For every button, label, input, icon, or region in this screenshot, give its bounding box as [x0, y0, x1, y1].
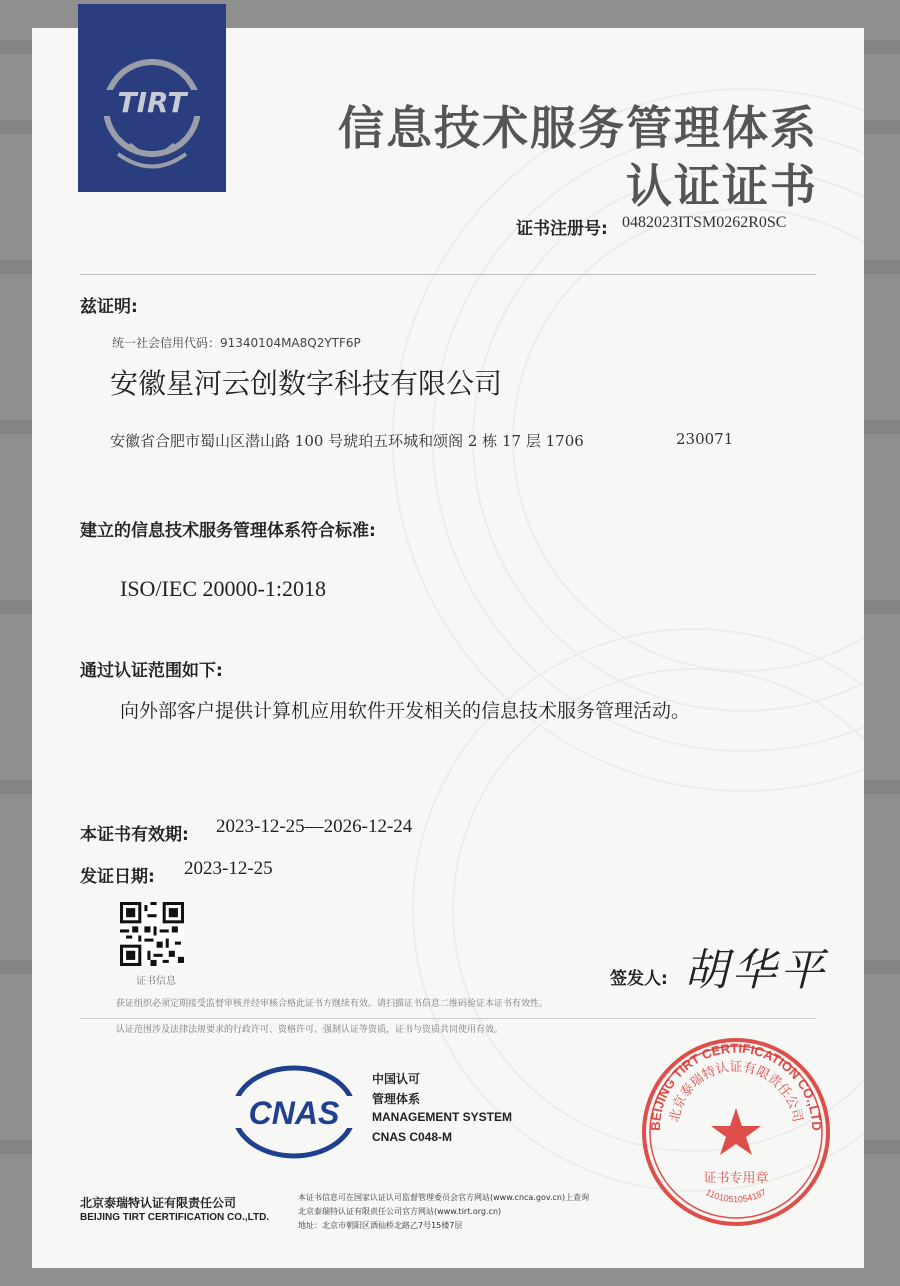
- qr-code[interactable]: [120, 902, 184, 966]
- svg-text:证书专用章: 证书专用章: [703, 1171, 769, 1186]
- footer-company-cn: 北京泰瑞特认证有限责任公司: [80, 1196, 237, 1210]
- svg-text:CNAS: CNAS: [248, 1095, 340, 1131]
- credit-code: 统一社会信用代码：91340104MA8Q2YTF6P: [112, 336, 361, 350]
- certify-label: 兹证明:: [80, 297, 138, 317]
- postcode: 230071: [676, 430, 734, 448]
- cnas-line1: 中国认可: [372, 1072, 421, 1086]
- footer-info-1: 本证书信息可在国家认证认可监督管理委员会官方网站(www.cnca.gov.cn)上查询: [298, 1193, 590, 1202]
- divider: [80, 1018, 816, 1019]
- certificate-subtitle: 认证证书: [626, 159, 818, 213]
- footer-info-3: 地址：北京市朝阳区酒仙桥北路乙7号15楼7层: [298, 1221, 463, 1230]
- svg-text:BEIJING TIRT CERTIFICATION CO.: BEIJING TIRT CERTIFICATION CO.,LTD: [647, 1040, 825, 1131]
- cnas-logo: [230, 1064, 358, 1160]
- signer-label: 签发人:: [610, 969, 668, 989]
- signature: 胡华平: [684, 945, 828, 996]
- cnas-line2: 管理体系: [372, 1092, 421, 1106]
- scope-label: 通过认证范围如下:: [80, 661, 223, 681]
- svg-text:TIRT: TIRT: [117, 86, 187, 119]
- cnas-line3: MANAGEMENT SYSTEM: [372, 1110, 513, 1124]
- divider: [80, 274, 816, 275]
- svg-text:北京泰瑞特认证有限责任公司: 北京泰瑞特认证有限责任公司: [667, 1059, 805, 1124]
- tirt-emblem-icon: [78, 4, 226, 192]
- company-name: 安徽星河云创数字科技有限公司: [110, 367, 503, 400]
- official-seal: [640, 1036, 832, 1228]
- validity-label: 本证书有效期:: [80, 825, 189, 845]
- tirt-logo: [78, 4, 226, 192]
- company-address: 安徽省合肥市蜀山区潜山路 100 号琥珀五环城和颂阁 2 栋 17 层 1706: [110, 432, 584, 450]
- footer-company-en: BEIJING TIRT CERTIFICATION CO.,LTD.: [80, 1212, 270, 1223]
- scope-value: 向外部客户提供计算机应用软件开发相关的信息技术服务管理活动。: [120, 700, 691, 722]
- svg-text:1101051054187: 1101051054187: [704, 1187, 768, 1205]
- star-icon: [711, 1108, 761, 1155]
- issue-date-label: 发证日期:: [80, 867, 155, 887]
- footer-info-2: 北京泰瑞特认证有限责任公司官方网站(www.tirt.org.cn): [298, 1207, 502, 1216]
- certificate-title: 信息技术服务管理体系: [338, 101, 818, 155]
- cnas-line4: CNAS C048-M: [372, 1130, 453, 1144]
- qr-caption: 证书信息: [136, 976, 176, 987]
- standard-value: ISO/IEC 20000-1:2018: [120, 576, 326, 601]
- validity-value: 2023-12-25—2026-12-24: [216, 816, 413, 837]
- validity-note: 获证组织必须定期接受监督审核并经审核合格此证书方继续有效。请扫描证书信息二维码验证本证书有效性。: [116, 999, 549, 1009]
- standard-label: 建立的信息技术服务管理体系符合标准:: [80, 521, 376, 541]
- scope-note: 认证范围涉及法律法规要求的行政许可、资格许可、强制认证等资质，证书与资质共同使用有效。: [116, 1025, 504, 1035]
- registration-number: 0482023ITSM0262R0SC: [622, 214, 787, 231]
- registration-label: 证书注册号:: [516, 219, 608, 239]
- issue-date-value: 2023-12-25: [184, 858, 273, 879]
